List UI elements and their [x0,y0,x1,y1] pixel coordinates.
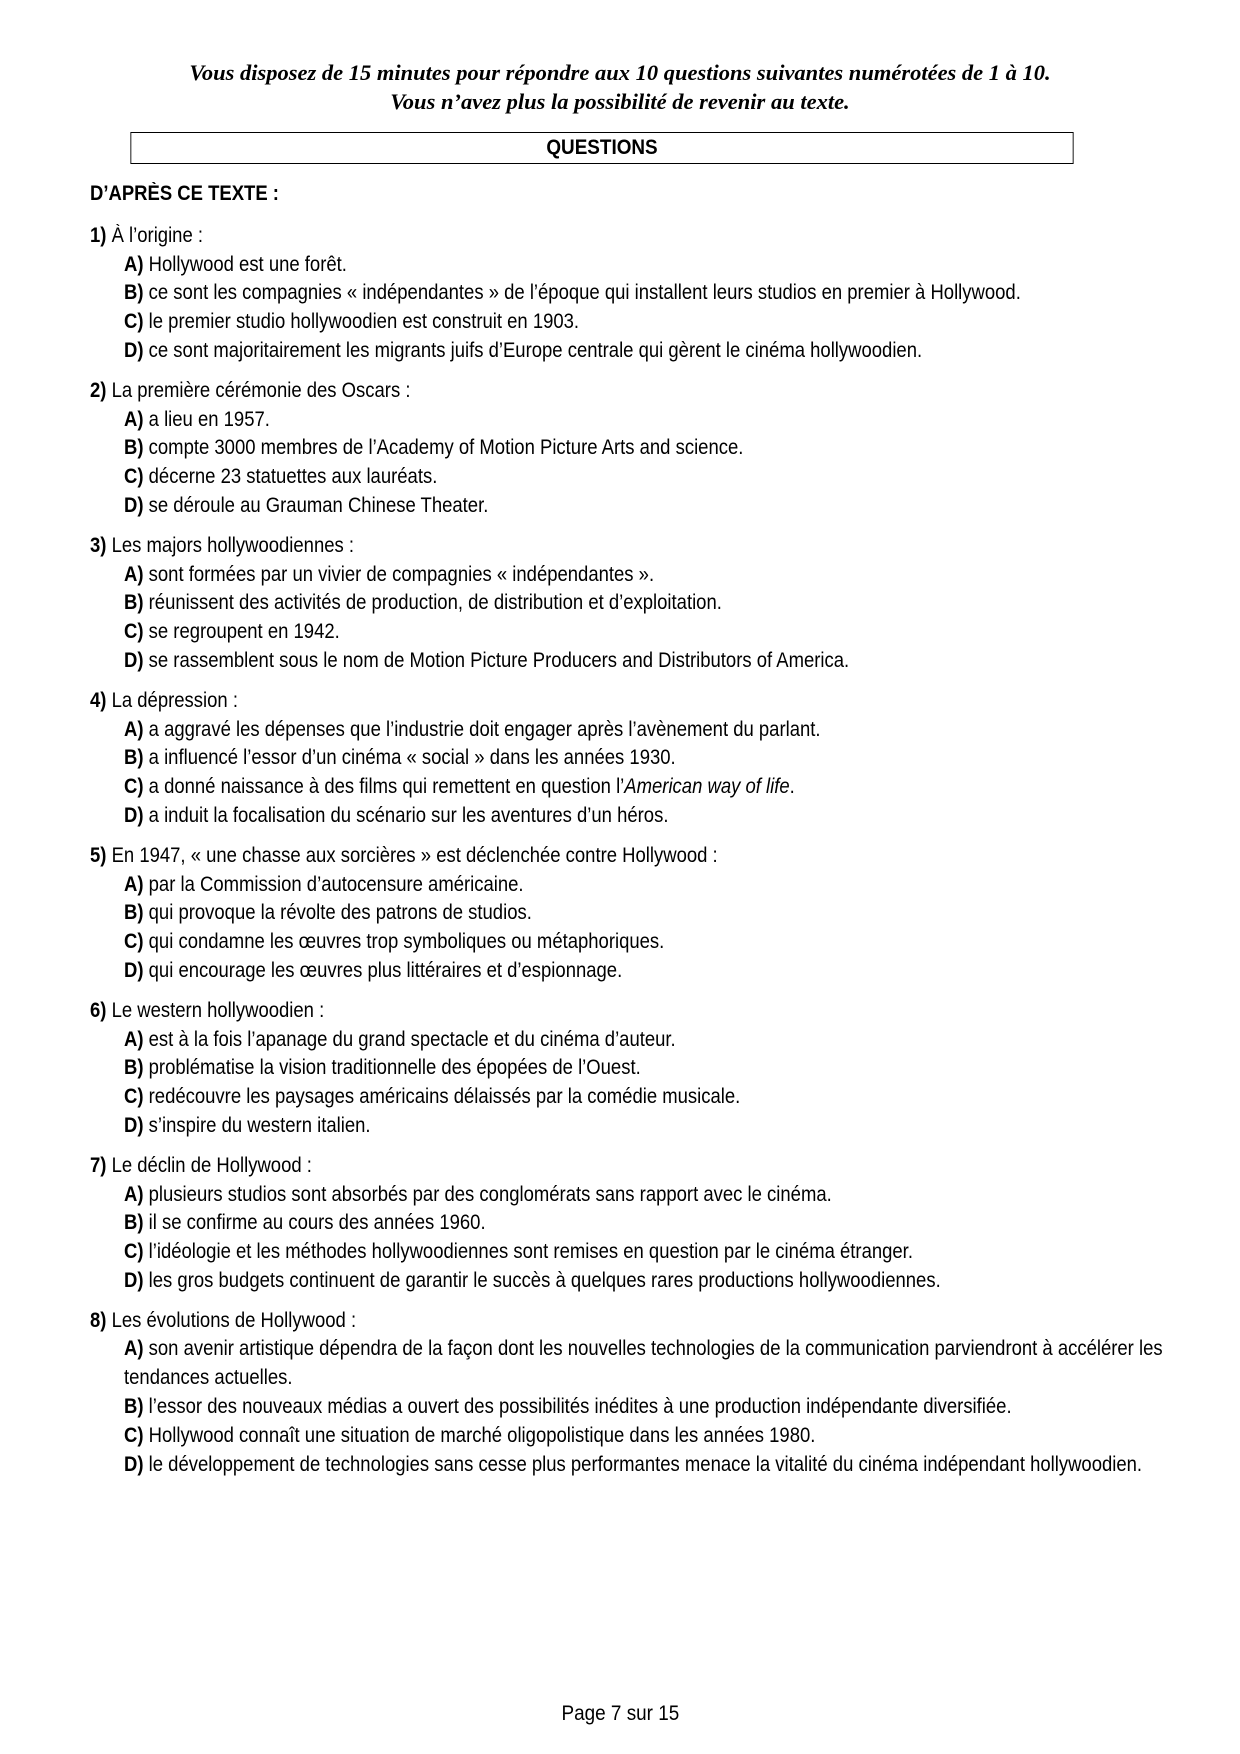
question-stem [90,842,1023,871]
question-2 [90,377,1150,521]
answer-letter: D) [124,803,144,827]
answer-option [124,618,1027,647]
answer-text: Hollywood est une forêt. [148,252,347,276]
question-number: 1) [90,223,107,247]
answer-letter: C) [124,1085,144,1109]
answer-text: plusieurs studios sont absorbés par des conglomérats sans rapport avec le cinéma. [148,1182,832,1206]
answer-letter: D) [124,1113,144,1137]
answer-letter: B) [124,901,144,925]
question-stem [90,532,1023,561]
answer-option [124,279,1027,308]
answer-letter: A) [124,252,144,276]
section-title-box: QUESTIONS [130,132,1073,164]
answer-letter: A) [124,872,144,896]
answer-letter: A) [124,1337,144,1361]
instructions-line-2: Vous n’avez plus la possibilité de revenir au texte. [390,89,850,114]
question-1 [90,222,1150,366]
question-stem [90,687,1023,716]
answer-text: Hollywood connaît une situation de marché oligopolistique dans les années 1980. [148,1423,816,1447]
answer-option [124,1393,1027,1422]
answer-option [124,1209,1027,1238]
answer-option [124,1112,1027,1141]
answer-text: réunissent des activités de production, de distribution et d’exploitation. [148,591,722,615]
answer-letter: B) [124,1211,144,1235]
answer-letter: A) [124,407,144,431]
question-6 [90,997,1150,1141]
answer-letter: D) [124,958,144,982]
answer-letter: C) [124,1240,144,1264]
answer-letter: C) [124,930,144,954]
question-text: Le déclin de Hollywood : [111,1153,312,1177]
answer-text: il se confirme au cours des années 1960. [148,1211,486,1235]
answer-text: par la Commission d’autocensure américaine. [148,872,524,896]
question-text: Les évolutions de Hollywood : [111,1308,357,1332]
answer-text: son avenir artistique dépendra de la façon dont les nouvelles technologies de la communication parviendront à accélérer les tendances actuelles. [124,1337,1163,1390]
answer-text: a induit la focalisation du scénario sur les aventures d’un héros. [148,803,669,827]
answer-text: sont formées par un vivier de compagnies « indépendantes ». [148,562,655,586]
answer-text: les gros budgets continuent de garantir le succès à quelques rares productions hollywoodiennes. [148,1268,941,1292]
answer-text: est à la fois l’apanage du grand spectacle et du cinéma d’auteur. [148,1027,676,1051]
question-stem [90,1152,1023,1181]
answer-text: le développement de technologies sans cesse plus performantes menace la vitalité du cinéma indépendant hollywoodien. [148,1452,1143,1476]
answer-option [124,957,1027,986]
answer-letter: A) [124,1182,144,1206]
answer-option [124,1451,1171,1480]
question-5 [90,842,1150,986]
answer-option [124,899,1027,928]
answer-letter: C) [124,465,144,489]
question-3 [90,532,1150,676]
answer-letter: C) [124,620,144,644]
answer-option [124,308,1027,337]
questions-list [90,180,1163,1490]
question-number: 2) [90,378,107,402]
answer-letter: B) [124,436,144,460]
question-text: La première cérémonie des Oscars : [111,378,411,402]
answer-letter: C) [124,310,144,334]
question-8 [90,1307,1163,1480]
answer-letter: B) [124,281,144,305]
question-number: 4) [90,688,107,712]
instructions-line-1: Vous disposez de 15 minutes pour répondre aux 10 questions suivantes numérotées de 1 à 10. [189,60,1051,85]
answer-trailing-text: . [789,775,795,799]
question-text: À l’origine : [111,223,204,247]
question-7 [90,1152,1150,1296]
answer-text: s’inspire du western italien. [148,1113,371,1137]
question-text: La dépression : [111,688,238,712]
answer-letter: D) [124,1452,144,1476]
answer-letter: B) [124,591,144,615]
answer-text: qui provoque la révolte des patrons de studios. [148,901,532,925]
answer-text: compte 3000 membres de l’Academy of Motion Picture Arts and science. [148,436,744,460]
question-stem [90,377,1023,406]
answer-letter: D) [124,493,144,517]
answer-text: qui condamne les œuvres trop symboliques ou métaphoriques. [148,930,665,954]
question-number: 6) [90,998,107,1022]
answer-option [124,1422,1027,1451]
question-number: 3) [90,533,107,557]
answer-option [124,744,1027,773]
answer-letter: D) [124,648,144,672]
answer-italic-text: American way of life [624,775,790,799]
answer-text: ce sont majoritairement les migrants juifs d’Europe centrale qui gèrent le cinéma hollywoodien. [148,338,923,362]
answer-text: redécouvre les paysages américains délaissés par la comédie musicale. [148,1085,741,1109]
answer-text: a donné naissance à des films qui remettent en question l’ [148,775,625,799]
answer-option [124,337,1027,366]
intro-heading: D’APRÈS CE TEXTE : [90,182,279,205]
answer-text: décerne 23 statuettes aux lauréats. [148,465,438,489]
answer-text: problématise la vision traditionnelle des épopées de l’Ouest. [148,1056,641,1080]
answer-option [124,928,1027,957]
answer-option [124,434,1027,463]
answer-text: ce sont les compagnies « indépendantes » de l’époque qui installent leurs studios en premier à Hollywood. [148,281,1021,305]
answer-option [124,589,1027,618]
page-footer [0,1702,1240,1726]
answer-option [124,716,1027,745]
instructions [0,58,1240,116]
question-number: 7) [90,1153,107,1177]
answer-option [124,492,1027,521]
answer-letter: B) [124,1056,144,1080]
answer-text: l’idéologie et les méthodes hollywoodiennes sont remises en question par le cinéma étranger. [148,1240,913,1264]
answer-option [124,1026,1027,1055]
question-text: En 1947, « une chasse aux sorcières » est déclenchée contre Hollywood : [111,843,718,867]
answer-text: le premier studio hollywoodien est construit en 1903. [148,310,580,334]
answer-text: se rassemblent sous le nom de Motion Picture Producers and Distributors of America. [148,648,850,672]
answer-text: l’essor des nouveaux médias a ouvert des possibilités inédites à une production indépendante diversifiée. [148,1395,1012,1419]
answer-letter: C) [124,1423,144,1447]
answer-text: qui encourage les œuvres plus littéraires et d’espionnage. [148,958,623,982]
question-stem [90,1307,1023,1336]
answer-text: a influencé l’essor d’un cinéma « social » dans les années 1930. [148,746,676,770]
answer-letter: D) [124,1268,144,1292]
answer-option [124,773,1027,802]
question-text: Le western hollywoodien : [111,998,325,1022]
answer-letter: A) [124,562,144,586]
page-number: Page 7 sur 15 [561,1702,679,1725]
answer-letter: A) [124,717,144,741]
answer-letter: B) [124,1395,144,1419]
answer-option [124,1054,1027,1083]
answer-option [124,1181,1027,1210]
answer-option [124,463,1027,492]
answer-text: a aggravé les dépenses que l’industrie doit engager après l’avènement du parlant. [148,717,821,741]
question-stem [90,222,1023,251]
answer-option [124,406,1027,435]
answer-letter: C) [124,775,144,799]
question-text: Les majors hollywoodiennes : [111,533,355,557]
answer-letter: B) [124,746,144,770]
question-number: 8) [90,1308,107,1332]
answer-option [124,561,1027,590]
answer-letter: A) [124,1027,144,1051]
answer-option [124,251,1027,280]
question-stem [90,997,1023,1026]
answer-option [124,1335,1171,1393]
question-number: 5) [90,843,107,867]
answer-option [124,802,1027,831]
answer-option [124,1238,1027,1267]
question-4 [90,687,1150,831]
answer-letter: D) [124,338,144,362]
answer-option [124,1267,1027,1296]
answer-text: a lieu en 1957. [148,407,270,431]
answer-option [124,871,1027,900]
answer-option [124,1083,1027,1112]
answer-text: se regroupent en 1942. [148,620,340,644]
answer-option [124,647,1027,676]
answer-text: se déroule au Grauman Chinese Theater. [148,493,489,517]
